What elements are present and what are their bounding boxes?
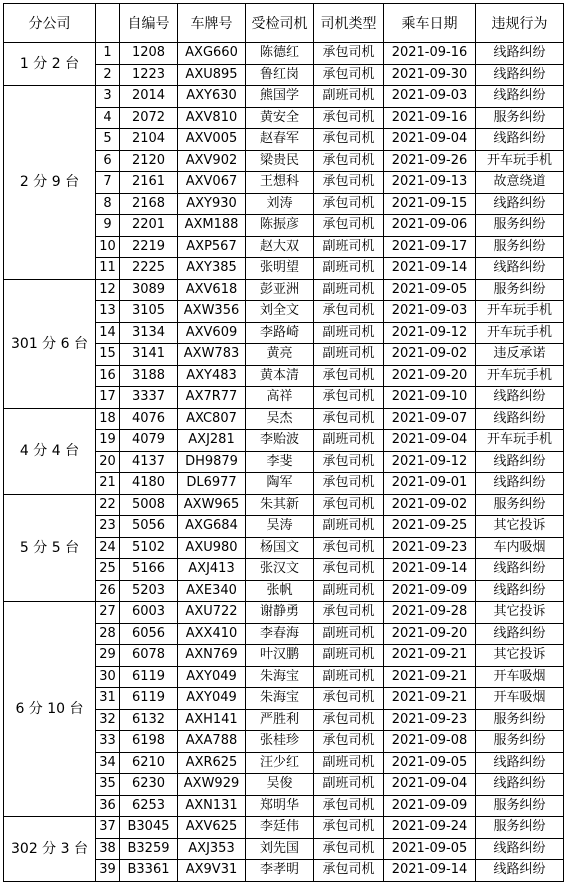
driver-type-cell: 承包司机 xyxy=(314,215,384,237)
row-number-cell: 19 xyxy=(96,430,120,452)
ride-date-cell: 2021-09-10 xyxy=(384,387,476,409)
row-number-cell: 21 xyxy=(96,473,120,495)
row-number-cell: 18 xyxy=(96,408,120,430)
violation-cell: 故意绕道 xyxy=(476,172,564,194)
plate-number-cell: AXV609 xyxy=(178,322,246,344)
ride-date-cell: 2021-09-05 xyxy=(384,752,476,774)
plate-number-cell: AXU895 xyxy=(178,64,246,86)
plate-number-cell: AXY930 xyxy=(178,193,246,215)
ride-date-cell: 2021-09-14 xyxy=(384,258,476,280)
self-number-cell: 3089 xyxy=(120,279,178,301)
row-number-cell: 14 xyxy=(96,322,120,344)
self-number-cell: B3045 xyxy=(120,817,178,839)
ride-date-cell: 2021-09-06 xyxy=(384,215,476,237)
self-number-cell: B3259 xyxy=(120,838,178,860)
driver-name-cell: 叶汉鹏 xyxy=(246,645,314,667)
driver-name-cell: 黄亮 xyxy=(246,344,314,366)
driver-name-cell: 刘涛 xyxy=(246,193,314,215)
plate-number-cell: AXG660 xyxy=(178,43,246,65)
table-body xyxy=(4,43,564,882)
row-number-cell: 11 xyxy=(96,258,120,280)
driver-name-cell: 张帆 xyxy=(246,580,314,602)
self-number-cell: 2014 xyxy=(120,86,178,108)
violation-cell: 服务纠纷 xyxy=(476,236,564,258)
row-number-cell: 4 xyxy=(96,107,120,129)
header-self-number: 自编号 xyxy=(120,4,178,43)
branch-cell: 4 分 4 台 xyxy=(4,408,96,494)
driver-name-cell: 李孝明 xyxy=(246,860,314,882)
driver-name-cell: 鲁红岗 xyxy=(246,64,314,86)
driver-type-cell: 副班司机 xyxy=(314,430,384,452)
driver-type-cell: 承包司机 xyxy=(314,817,384,839)
plate-number-cell: AXJ353 xyxy=(178,838,246,860)
row-number-cell: 26 xyxy=(96,580,120,602)
plate-number-cell: AXV902 xyxy=(178,150,246,172)
driver-type-cell: 承包司机 xyxy=(314,172,384,194)
ride-date-cell: 2021-09-20 xyxy=(384,365,476,387)
ride-date-cell: 2021-09-14 xyxy=(384,559,476,581)
ride-date-cell: 2021-09-01 xyxy=(384,473,476,495)
violation-cell: 其它投诉 xyxy=(476,645,564,667)
branch-cell: 5 分 5 台 xyxy=(4,494,96,602)
self-number-cell: 5008 xyxy=(120,494,178,516)
header-seq xyxy=(96,4,120,43)
self-number-cell: 6003 xyxy=(120,602,178,624)
ride-date-cell: 2021-09-25 xyxy=(384,516,476,538)
row-number-cell: 16 xyxy=(96,365,120,387)
driver-name-cell: 朱海宝 xyxy=(246,666,314,688)
plate-number-cell: AX7R77 xyxy=(178,387,246,409)
ride-date-cell: 2021-09-20 xyxy=(384,623,476,645)
self-number-cell: 3337 xyxy=(120,387,178,409)
row-number-cell: 15 xyxy=(96,344,120,366)
driver-type-cell: 承包司机 xyxy=(314,451,384,473)
driver-name-cell: 张明望 xyxy=(246,258,314,280)
row-number-cell: 25 xyxy=(96,559,120,581)
plate-number-cell: AXW783 xyxy=(178,344,246,366)
violation-cell: 开车玩手机 xyxy=(476,322,564,344)
plate-number-cell: AXJ413 xyxy=(178,559,246,581)
self-number-cell: 5102 xyxy=(120,537,178,559)
ride-date-cell: 2021-09-04 xyxy=(384,774,476,796)
ride-date-cell: 2021-09-16 xyxy=(384,43,476,65)
violation-cell: 开车玩手机 xyxy=(476,430,564,452)
plate-number-cell: AXN131 xyxy=(178,795,246,817)
driver-type-cell: 承包司机 xyxy=(314,688,384,710)
ride-date-cell: 2021-09-23 xyxy=(384,537,476,559)
self-number-cell: 6253 xyxy=(120,795,178,817)
violation-cell: 线路纠纷 xyxy=(476,559,564,581)
driver-name-cell: 杨国文 xyxy=(246,537,314,559)
table-row xyxy=(4,43,564,65)
self-number-cell: 3134 xyxy=(120,322,178,344)
violation-cell: 开车玩手机 xyxy=(476,301,564,323)
plate-number-cell: AXY483 xyxy=(178,365,246,387)
self-number-cell: 5203 xyxy=(120,580,178,602)
driver-name-cell: 朱海宝 xyxy=(246,688,314,710)
driver-type-cell: 副班司机 xyxy=(314,752,384,774)
header-violation: 违规行为 xyxy=(476,4,564,43)
plate-number-cell: AXW929 xyxy=(178,774,246,796)
header-driver-type: 司机类型 xyxy=(314,4,384,43)
violation-cell: 其它投诉 xyxy=(476,602,564,624)
driver-type-cell: 副班司机 xyxy=(314,623,384,645)
ride-date-cell: 2021-09-23 xyxy=(384,709,476,731)
violation-cell: 线路纠纷 xyxy=(476,64,564,86)
plate-number-cell: AXY385 xyxy=(178,258,246,280)
self-number-cell: 1223 xyxy=(120,64,178,86)
driver-type-cell: 承包司机 xyxy=(314,602,384,624)
violation-cell: 线路纠纷 xyxy=(476,451,564,473)
row-number-cell: 10 xyxy=(96,236,120,258)
driver-name-cell: 梁贵民 xyxy=(246,150,314,172)
self-number-cell: 3188 xyxy=(120,365,178,387)
violation-cell: 其它投诉 xyxy=(476,516,564,538)
plate-number-cell: AXV067 xyxy=(178,172,246,194)
driver-name-cell: 熊国学 xyxy=(246,86,314,108)
row-number-cell: 32 xyxy=(96,709,120,731)
plate-number-cell: AXY049 xyxy=(178,688,246,710)
driver-name-cell: 李廷伟 xyxy=(246,817,314,839)
self-number-cell: 2168 xyxy=(120,193,178,215)
ride-date-cell: 2021-09-03 xyxy=(384,301,476,323)
plate-number-cell: AXU722 xyxy=(178,602,246,624)
violation-cell: 线路纠纷 xyxy=(476,86,564,108)
branch-cell: 301 分 6 台 xyxy=(4,279,96,408)
row-number-cell: 22 xyxy=(96,494,120,516)
violation-cell: 服务纠纷 xyxy=(476,494,564,516)
header-plate-number: 车牌号 xyxy=(178,4,246,43)
ride-date-cell: 2021-09-02 xyxy=(384,494,476,516)
driver-name-cell: 李贻波 xyxy=(246,430,314,452)
branch-cell: 302 分 3 台 xyxy=(4,817,96,882)
self-number-cell: 4079 xyxy=(120,430,178,452)
plate-number-cell: AXW356 xyxy=(178,301,246,323)
violation-cell: 开车玩手机 xyxy=(476,150,564,172)
row-number-cell: 39 xyxy=(96,860,120,882)
branch-cell: 1 分 2 台 xyxy=(4,43,96,86)
row-number-cell: 17 xyxy=(96,387,120,409)
ride-date-cell: 2021-09-17 xyxy=(384,236,476,258)
driver-name-cell: 李春海 xyxy=(246,623,314,645)
driver-type-cell: 承包司机 xyxy=(314,838,384,860)
ride-date-cell: 2021-09-21 xyxy=(384,688,476,710)
row-number-cell: 38 xyxy=(96,838,120,860)
ride-date-cell: 2021-09-21 xyxy=(384,666,476,688)
driver-name-cell: 吴俊 xyxy=(246,774,314,796)
row-number-cell: 29 xyxy=(96,645,120,667)
driver-type-cell: 承包司机 xyxy=(314,494,384,516)
violation-cell: 违反承诺 xyxy=(476,344,564,366)
self-number-cell: 5056 xyxy=(120,516,178,538)
driver-type-cell: 承包司机 xyxy=(314,408,384,430)
driver-name-cell: 朱其新 xyxy=(246,494,314,516)
ride-date-cell: 2021-09-26 xyxy=(384,150,476,172)
row-number-cell: 2 xyxy=(96,64,120,86)
violation-cell: 开车玩手机 xyxy=(476,365,564,387)
ride-date-cell: 2021-09-24 xyxy=(384,817,476,839)
plate-number-cell: AXN769 xyxy=(178,645,246,667)
driver-type-cell: 承包司机 xyxy=(314,301,384,323)
self-number-cell: 6119 xyxy=(120,666,178,688)
driver-type-cell: 承包司机 xyxy=(314,387,384,409)
driver-type-cell: 承包司机 xyxy=(314,709,384,731)
row-number-cell: 6 xyxy=(96,150,120,172)
self-number-cell: 4076 xyxy=(120,408,178,430)
table-row xyxy=(4,279,564,301)
violation-cell: 开车吸烟 xyxy=(476,666,564,688)
driver-type-cell: 承包司机 xyxy=(314,150,384,172)
plate-number-cell: AXE340 xyxy=(178,580,246,602)
driver-name-cell: 黄安全 xyxy=(246,107,314,129)
header-row xyxy=(4,4,564,43)
violation-cell: 线路纠纷 xyxy=(476,193,564,215)
ride-date-cell: 2021-09-12 xyxy=(384,451,476,473)
row-number-cell: 13 xyxy=(96,301,120,323)
driver-type-cell: 承包司机 xyxy=(314,129,384,151)
row-number-cell: 28 xyxy=(96,623,120,645)
table-row xyxy=(4,408,564,430)
row-number-cell: 37 xyxy=(96,817,120,839)
violation-cell: 线路纠纷 xyxy=(476,43,564,65)
driver-type-cell: 承包司机 xyxy=(314,559,384,581)
violation-cell: 线路纠纷 xyxy=(476,473,564,495)
driver-type-cell: 副班司机 xyxy=(314,86,384,108)
row-number-cell: 23 xyxy=(96,516,120,538)
self-number-cell: 6119 xyxy=(120,688,178,710)
violation-cell: 服务纠纷 xyxy=(476,215,564,237)
driver-type-cell: 副班司机 xyxy=(314,516,384,538)
violation-cell: 线路纠纷 xyxy=(476,258,564,280)
plate-number-cell: AXW965 xyxy=(178,494,246,516)
driver-type-cell: 副班司机 xyxy=(314,258,384,280)
driver-name-cell: 陈振彦 xyxy=(246,215,314,237)
driver-type-cell: 承包司机 xyxy=(314,43,384,65)
plate-number-cell: AXM188 xyxy=(178,215,246,237)
self-number-cell: 4137 xyxy=(120,451,178,473)
self-number-cell: 2219 xyxy=(120,236,178,258)
row-number-cell: 5 xyxy=(96,129,120,151)
violation-cell: 线路纠纷 xyxy=(476,860,564,882)
violation-cell: 服务纠纷 xyxy=(476,817,564,839)
driver-type-cell: 副班司机 xyxy=(314,279,384,301)
driver-type-cell: 副班司机 xyxy=(314,645,384,667)
violation-cell: 服务纠纷 xyxy=(476,795,564,817)
self-number-cell: 3141 xyxy=(120,344,178,366)
self-number-cell: 5166 xyxy=(120,559,178,581)
driver-name-cell: 张汉文 xyxy=(246,559,314,581)
self-number-cell: 2201 xyxy=(120,215,178,237)
violation-cell: 线路纠纷 xyxy=(476,408,564,430)
violation-cell: 线路纠纷 xyxy=(476,387,564,409)
violation-cell: 线路纠纷 xyxy=(476,838,564,860)
row-number-cell: 24 xyxy=(96,537,120,559)
violation-cell: 服务纠纷 xyxy=(476,731,564,753)
plate-number-cell: AXV618 xyxy=(178,279,246,301)
driver-type-cell: 承包司机 xyxy=(314,193,384,215)
violation-cell: 线路纠纷 xyxy=(476,774,564,796)
self-number-cell: 2104 xyxy=(120,129,178,151)
driver-name-cell: 严胜利 xyxy=(246,709,314,731)
violation-cell: 线路纠纷 xyxy=(476,129,564,151)
ride-date-cell: 2021-09-09 xyxy=(384,795,476,817)
violation-cell: 服务纠纷 xyxy=(476,709,564,731)
driver-name-cell: 汪少红 xyxy=(246,752,314,774)
row-number-cell: 12 xyxy=(96,279,120,301)
plate-number-cell: AXP567 xyxy=(178,236,246,258)
driver-type-cell: 副班司机 xyxy=(314,666,384,688)
driver-type-cell: 承包司机 xyxy=(314,537,384,559)
violation-cell: 服务纠纷 xyxy=(476,107,564,129)
driver-type-cell: 副班司机 xyxy=(314,322,384,344)
ride-date-cell: 2021-09-15 xyxy=(384,193,476,215)
header-inspected-driver: 受检司机 xyxy=(246,4,314,43)
row-number-cell: 8 xyxy=(96,193,120,215)
header-ride-date: 乘车日期 xyxy=(384,4,476,43)
self-number-cell: 6132 xyxy=(120,709,178,731)
ride-date-cell: 2021-09-16 xyxy=(384,107,476,129)
ride-date-cell: 2021-09-12 xyxy=(384,322,476,344)
driver-name-cell: 陶军 xyxy=(246,473,314,495)
row-number-cell: 35 xyxy=(96,774,120,796)
self-number-cell: 6078 xyxy=(120,645,178,667)
driver-name-cell: 赵春军 xyxy=(246,129,314,151)
driver-name-cell: 郑明华 xyxy=(246,795,314,817)
plate-number-cell: AXH141 xyxy=(178,709,246,731)
plate-number-cell: AXV625 xyxy=(178,817,246,839)
self-number-cell: 6056 xyxy=(120,623,178,645)
driver-name-cell: 陈德红 xyxy=(246,43,314,65)
ride-date-cell: 2021-09-30 xyxy=(384,64,476,86)
violation-cell: 服务纠纷 xyxy=(476,279,564,301)
driver-name-cell: 刘全文 xyxy=(246,301,314,323)
violation-cell: 线路纠纷 xyxy=(476,752,564,774)
row-number-cell: 33 xyxy=(96,731,120,753)
plate-number-cell: AXY049 xyxy=(178,666,246,688)
driver-type-cell: 承包司机 xyxy=(314,731,384,753)
self-number-cell: B3361 xyxy=(120,860,178,882)
self-number-cell: 6210 xyxy=(120,752,178,774)
ride-date-cell: 2021-09-04 xyxy=(384,129,476,151)
ride-date-cell: 2021-09-28 xyxy=(384,602,476,624)
driver-type-cell: 承包司机 xyxy=(314,107,384,129)
driver-type-cell: 承包司机 xyxy=(314,860,384,882)
row-number-cell: 20 xyxy=(96,451,120,473)
ride-date-cell: 2021-09-05 xyxy=(384,279,476,301)
driver-name-cell: 李斐 xyxy=(246,451,314,473)
violation-cell: 线路纠纷 xyxy=(476,580,564,602)
plate-number-cell: AXV810 xyxy=(178,107,246,129)
row-number-cell: 30 xyxy=(96,666,120,688)
driver-name-cell: 黄本清 xyxy=(246,365,314,387)
self-number-cell: 4180 xyxy=(120,473,178,495)
header-branch: 分公司 xyxy=(4,4,96,43)
self-number-cell: 6198 xyxy=(120,731,178,753)
ride-date-cell: 2021-09-02 xyxy=(384,344,476,366)
driver-type-cell: 副班司机 xyxy=(314,344,384,366)
row-number-cell: 1 xyxy=(96,43,120,65)
self-number-cell: 6230 xyxy=(120,774,178,796)
driver-name-cell: 刘先国 xyxy=(246,838,314,860)
plate-number-cell: AXR625 xyxy=(178,752,246,774)
ride-date-cell: 2021-09-03 xyxy=(384,86,476,108)
row-number-cell: 27 xyxy=(96,602,120,624)
plate-number-cell: AXC807 xyxy=(178,408,246,430)
table-row xyxy=(4,817,564,839)
driver-name-cell: 谢静勇 xyxy=(246,602,314,624)
ride-date-cell: 2021-09-07 xyxy=(384,408,476,430)
branch-cell: 2 分 9 台 xyxy=(4,86,96,280)
driver-type-cell: 副班司机 xyxy=(314,774,384,796)
row-number-cell: 9 xyxy=(96,215,120,237)
driver-name-cell: 吴涛 xyxy=(246,516,314,538)
plate-number-cell: DH9879 xyxy=(178,451,246,473)
table-row xyxy=(4,86,564,108)
plate-number-cell: AXG684 xyxy=(178,516,246,538)
table-row xyxy=(4,494,564,516)
driver-name-cell: 王想科 xyxy=(246,172,314,194)
ride-date-cell: 2021-09-13 xyxy=(384,172,476,194)
driver-name-cell: 彭亚洲 xyxy=(246,279,314,301)
self-number-cell: 3105 xyxy=(120,301,178,323)
driver-name-cell: 李路崎 xyxy=(246,322,314,344)
plate-number-cell: AXY630 xyxy=(178,86,246,108)
row-number-cell: 3 xyxy=(96,86,120,108)
driver-name-cell: 吴杰 xyxy=(246,408,314,430)
row-number-cell: 34 xyxy=(96,752,120,774)
ride-date-cell: 2021-09-08 xyxy=(384,731,476,753)
driver-name-cell: 张桂珍 xyxy=(246,731,314,753)
self-number-cell: 1208 xyxy=(120,43,178,65)
row-number-cell: 31 xyxy=(96,688,120,710)
self-number-cell: 2161 xyxy=(120,172,178,194)
ride-date-cell: 2021-09-04 xyxy=(384,430,476,452)
self-number-cell: 2120 xyxy=(120,150,178,172)
plate-number-cell: AX9V31 xyxy=(178,860,246,882)
violation-cell: 线路纠纷 xyxy=(476,623,564,645)
driver-name-cell: 赵大双 xyxy=(246,236,314,258)
ride-date-cell: 2021-09-21 xyxy=(384,645,476,667)
plate-number-cell: DL6977 xyxy=(178,473,246,495)
driver-type-cell: 副班司机 xyxy=(314,236,384,258)
driver-type-cell: 承包司机 xyxy=(314,795,384,817)
plate-number-cell: AXU980 xyxy=(178,537,246,559)
violation-table xyxy=(3,3,564,882)
row-number-cell: 36 xyxy=(96,795,120,817)
driver-type-cell: 承包司机 xyxy=(314,64,384,86)
ride-date-cell: 2021-09-09 xyxy=(384,580,476,602)
row-number-cell: 7 xyxy=(96,172,120,194)
plate-number-cell: AXJ281 xyxy=(178,430,246,452)
driver-type-cell: 副班司机 xyxy=(314,580,384,602)
self-number-cell: 2072 xyxy=(120,107,178,129)
driver-type-cell: 承包司机 xyxy=(314,473,384,495)
ride-date-cell: 2021-09-14 xyxy=(384,860,476,882)
plate-number-cell: AXA788 xyxy=(178,731,246,753)
table-row xyxy=(4,602,564,624)
self-number-cell: 2225 xyxy=(120,258,178,280)
driver-type-cell: 承包司机 xyxy=(314,365,384,387)
driver-name-cell: 高祥 xyxy=(246,387,314,409)
violation-cell: 车内吸烟 xyxy=(476,537,564,559)
plate-number-cell: AXV005 xyxy=(178,129,246,151)
plate-number-cell: AXX410 xyxy=(178,623,246,645)
branch-cell: 6 分 10 台 xyxy=(4,602,96,817)
violation-cell: 开车吸烟 xyxy=(476,688,564,710)
ride-date-cell: 2021-09-05 xyxy=(384,838,476,860)
